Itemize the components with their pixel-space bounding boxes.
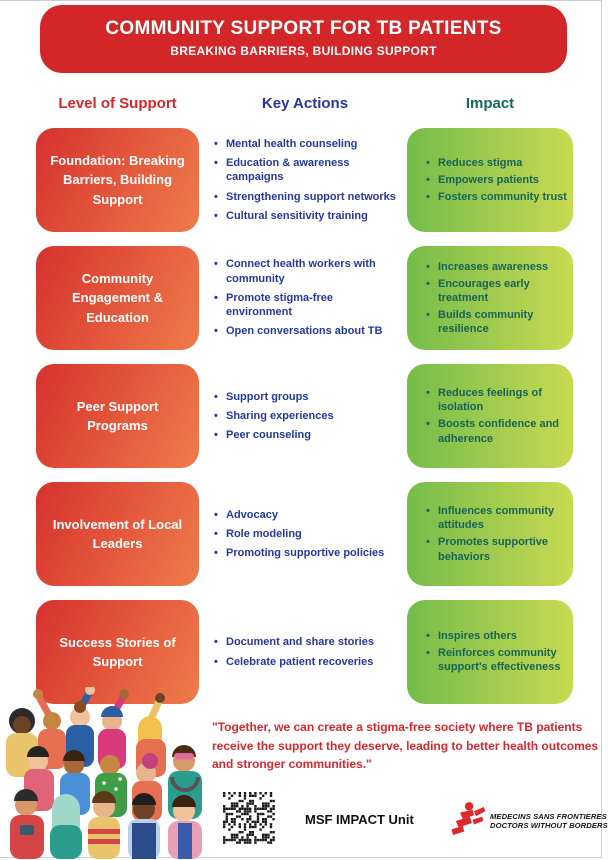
poster-subtitle: BREAKING BARRIERS, BUILDING SUPPORT: [170, 44, 437, 58]
impact-item: • Encourages early treatment: [425, 277, 567, 306]
impact-item: • Empowers patients: [425, 173, 567, 187]
column-header-key-actions: Key Actions: [261, 95, 349, 112]
impact-item: • Reduces stigma: [425, 156, 567, 170]
table-row: [0, 482, 602, 586]
impact-item: • Boosts confidence and adherence: [425, 417, 567, 446]
msf-running-figure-icon: [446, 800, 488, 842]
column-header-impact: Impact: [465, 95, 515, 112]
table-row: [0, 364, 602, 468]
level-card-label: Community Engagement & Education: [71, 270, 163, 325]
impact-card: [407, 600, 573, 704]
key-actions-list: [213, 128, 398, 232]
impact-item: • Reinforces community support's effectiveness: [425, 646, 567, 675]
level-card-label: Peer Support Programs: [76, 398, 159, 433]
impact-item: • Promotes supportive behaviors: [425, 535, 567, 564]
level-card: [36, 482, 199, 586]
key-action-item: • Education & awareness campaigns: [213, 156, 398, 185]
impact-list: [425, 502, 567, 567]
level-card-label: Success Stories of Support: [59, 634, 176, 669]
column-header-level-of-support: Level of Support: [58, 95, 177, 112]
impact-list: [425, 384, 567, 449]
key-actions-list: [213, 364, 398, 468]
key-action-item: • Role modeling: [213, 527, 398, 541]
impact-item: • Inspires others: [425, 629, 567, 643]
key-action-item: • Celebrate patient recoveries: [213, 655, 398, 669]
impact-list: [425, 154, 567, 207]
level-card-label: Foundation: Breaking Barriers, Building Support: [50, 152, 185, 207]
key-action-item: • Sharing experiences: [213, 409, 398, 423]
impact-card: [407, 128, 573, 232]
key-action-item: • Advocacy: [213, 508, 398, 522]
key-action-item: • Open conversations about TB: [213, 324, 398, 338]
key-action-item: • Document and share stories: [213, 635, 398, 649]
impact-list: [425, 627, 567, 677]
level-card-label: Involvement of Local Leaders: [52, 516, 183, 551]
key-action-item: • Promoting supportive policies: [213, 546, 398, 560]
impact-item: • Builds community resilience: [425, 308, 567, 337]
closing-quote: "Together, we can create a stigma-free society where TB patients receive the support they deserve, leading to better health outcomes and stronger communities.": [212, 720, 599, 772]
impact-item: • Reduces feelings of isolation: [425, 386, 567, 415]
key-action-item: • Support groups: [213, 390, 398, 404]
table-row: [0, 246, 602, 350]
poster-title: COMMUNITY SUPPORT FOR TB PATIENTS: [105, 18, 502, 39]
impact-card: [407, 246, 573, 350]
table-row: [0, 128, 602, 232]
impact-item: • Increases awareness: [425, 260, 567, 274]
key-actions-list: [213, 246, 398, 350]
msf-name-fr: MEDECINS SANS FRONTIERES: [490, 811, 607, 821]
impact-card: [407, 482, 573, 586]
msf-logo: [446, 800, 608, 842]
key-action-item: • Mental health counseling: [213, 137, 398, 151]
key-action-item: • Cultural sensitivity training: [213, 209, 398, 223]
key-action-item: • Connect health workers with community: [213, 257, 398, 286]
impact-item: • Fosters community trust: [425, 190, 567, 204]
level-card: [36, 246, 199, 350]
qr-code-icon: [223, 792, 275, 844]
key-action-item: • Strengthening support networks: [213, 190, 398, 204]
level-card: [36, 364, 199, 468]
key-action-item: • Peer counseling: [213, 428, 398, 442]
crowd-illustration: [0, 687, 220, 859]
impact-item: • Influences community attitudes: [425, 504, 567, 533]
key-actions-list: [213, 600, 398, 704]
key-actions-list: [213, 482, 398, 586]
header-banner: [40, 5, 567, 73]
impact-list: [425, 257, 567, 338]
impact-card: [407, 364, 573, 468]
msf-name-en: DOCTORS WITHOUT BORDERS: [490, 821, 608, 830]
key-action-item: • Promote stigma-free environment: [213, 291, 398, 320]
msf-impact-unit-label: MSF IMPACT Unit: [305, 812, 414, 827]
support-table: [0, 128, 602, 704]
level-card: [36, 128, 199, 232]
